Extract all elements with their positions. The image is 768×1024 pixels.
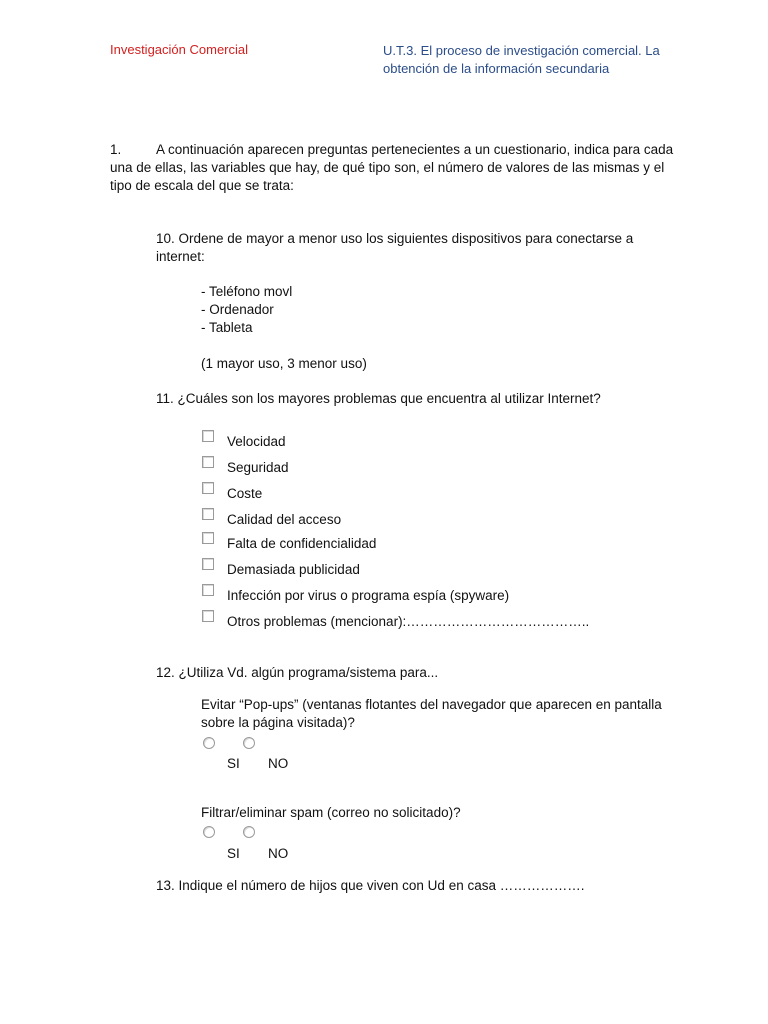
header-course-title: Investigación Comercial bbox=[110, 42, 249, 57]
q11-option-label: Velocidad bbox=[227, 434, 286, 449]
q11-option-label: Falta de confidencialidad bbox=[227, 536, 377, 551]
checkbox-coste[interactable] bbox=[202, 482, 214, 494]
radio-label-si: SI bbox=[227, 756, 240, 771]
q11-option-label: Otros problemas (mencionar):………………………………….. bbox=[227, 614, 590, 629]
checkbox-publicidad[interactable] bbox=[202, 558, 214, 570]
q12-sub1-line1: Evitar “Pop-ups” (ventanas flotantes del navegador que aparecen en pantalla bbox=[201, 697, 662, 712]
intro-line3: tipo de escala del que se trata: bbox=[110, 178, 294, 193]
radio-spam-si[interactable] bbox=[203, 826, 215, 838]
q10-note: (1 mayor uso, 3 menor uso) bbox=[201, 356, 367, 371]
intro-line1: A continuación aparecen preguntas pertenecientes a un cuestionario, indica para cada bbox=[156, 142, 674, 157]
q12-sub1-line2: sobre la página visitada)? bbox=[201, 715, 355, 730]
q10-item: - Tableta bbox=[201, 320, 253, 335]
q10-item: - Teléfono movl bbox=[201, 284, 293, 299]
q11-option-label: Infección por virus o programa espía (spyware) bbox=[227, 588, 510, 603]
q10-line2: internet: bbox=[156, 249, 205, 264]
q10-item: - Ordenador bbox=[201, 302, 274, 317]
checkbox-otros[interactable] bbox=[202, 610, 214, 622]
checkbox-seguridad[interactable] bbox=[202, 456, 214, 468]
q11-question: 11. ¿Cuáles son los mayores problemas que encuentra al utilizar Internet? bbox=[156, 391, 601, 406]
intro-number: 1. bbox=[110, 142, 122, 157]
checkbox-velocidad[interactable] bbox=[202, 430, 214, 442]
q11-option-label: Coste bbox=[227, 486, 263, 501]
header-unit-line2: obtención de la información secundaria bbox=[383, 61, 610, 76]
radio-popups-si[interactable] bbox=[203, 737, 215, 749]
checkbox-virus[interactable] bbox=[202, 584, 214, 596]
header-unit-title bbox=[383, 42, 660, 78]
q12-sub2: Filtrar/eliminar spam (correo no solicitado)? bbox=[201, 805, 461, 820]
radio-label-si: SI bbox=[227, 846, 240, 861]
radio-spam-no[interactable] bbox=[243, 826, 255, 838]
q13-question: 13. Indique el número de hijos que viven con Ud en casa ………………. bbox=[156, 878, 585, 893]
q11-option-label: Seguridad bbox=[227, 460, 289, 475]
radio-label-no: NO bbox=[268, 756, 289, 771]
radio-popups-no[interactable] bbox=[243, 737, 255, 749]
q11-option-label: Calidad del acceso bbox=[227, 512, 342, 527]
radio-label-no: NO bbox=[268, 846, 289, 861]
q11-option-label: Demasiada publicidad bbox=[227, 562, 360, 577]
header-unit-line1: U.T.3. El proceso de investigación comercial. La bbox=[383, 43, 660, 58]
intro-line2: una de ellas, las variables que hay, de qué tipo son, el número de valores de las mismas y el bbox=[110, 160, 665, 175]
checkbox-confidencialidad[interactable] bbox=[202, 532, 214, 544]
q10-line1: 10. Ordene de mayor a menor uso los siguientes dispositivos para conectarse a bbox=[156, 231, 634, 246]
q12-question: 12. ¿Utiliza Vd. algún programa/sistema para... bbox=[156, 665, 439, 680]
checkbox-calidad-acceso[interactable] bbox=[202, 508, 214, 520]
